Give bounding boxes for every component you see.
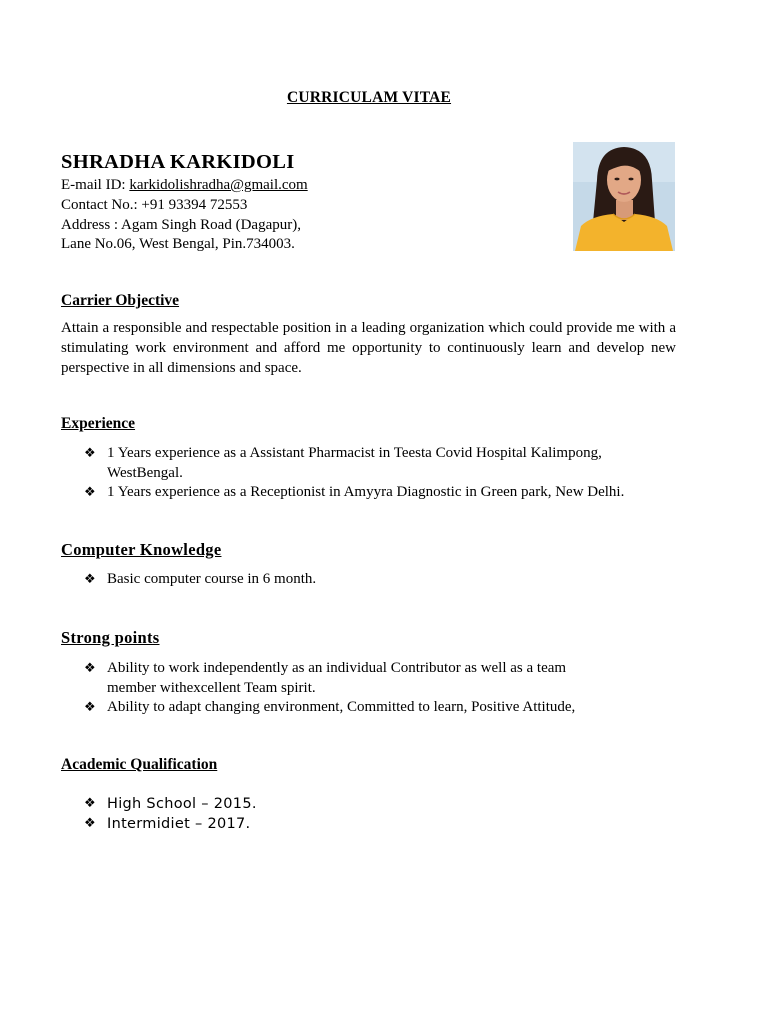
profile-photo-image (573, 142, 675, 251)
list-item-text: Intermidiet – 2017. (107, 816, 251, 832)
diamond-bullet-icon: ❖ (84, 572, 96, 587)
section-heading-experience: Experience (61, 415, 136, 432)
list-item (84, 814, 684, 834)
section-heading-academic: Academic Qualification (61, 756, 218, 773)
diamond-bullet-icon: ❖ (84, 796, 96, 811)
list-item-text: 1 Years experience as a Assistant Pharmacist in Teesta Covid Hospital Kalimpong, (107, 445, 602, 461)
list-item (84, 698, 684, 718)
list-item-text: 1 Years experience as a Receptionist in Amyyra Diagnostic in Green park, New Delhi. (107, 484, 625, 500)
profile-photo (573, 142, 675, 251)
list-item-text: High School – 2015. (107, 796, 257, 812)
candidate-name: SHRADHA KARKIDOLI (61, 151, 295, 173)
address-line-2: Lane No.06, West Bengal, Pin.734003. (61, 236, 295, 253)
list-item (84, 794, 684, 814)
document-title: CURRICULAM VITAE (286, 89, 452, 106)
computer-list (84, 570, 684, 590)
list-item-text: member withexcellent Team spirit. (107, 679, 316, 696)
email-line (61, 176, 308, 196)
list-item-text: Ability to adapt changing environment, Committed to learn, Positive Attitude, (107, 699, 576, 715)
list-item (84, 483, 684, 503)
list-item-text: Basic computer course in 6 month. (107, 571, 317, 587)
strong-points-list (84, 659, 684, 718)
diamond-bullet-icon: ❖ (84, 661, 96, 676)
diamond-bullet-icon: ❖ (84, 700, 96, 715)
section-heading-objective: Carrier Objective (61, 292, 180, 309)
contact-block (61, 176, 308, 255)
address-line-1: Address : Agam Singh Road (Dagapur), (61, 216, 301, 233)
email-label: E-mail ID: (61, 177, 130, 193)
phone-line: Contact No.: +91 93394 72553 (61, 196, 248, 213)
diamond-bullet-icon: ❖ (84, 816, 96, 831)
list-item (84, 444, 684, 483)
section-heading-strong: Strong points (61, 628, 160, 647)
list-item-text: Ability to work independently as an individual Contributor as well as a team (107, 660, 567, 676)
academic-list (84, 794, 684, 834)
diamond-bullet-icon: ❖ (84, 446, 96, 461)
list-item (84, 570, 684, 590)
diamond-bullet-icon: ❖ (84, 485, 96, 500)
list-item (84, 659, 684, 698)
email-link[interactable]: karkidolishradha@gmail.com (129, 177, 308, 193)
experience-list (84, 444, 684, 503)
list-item-text: WestBengal. (107, 464, 183, 481)
section-heading-computer: Computer Knowledge (61, 540, 222, 559)
objective-text: Attain a responsible and respectable position in a leading organization which could provide me with a stimulating work environment and afford me opportunity to continuously learn and develop new perspective in all dimensions and space. (61, 320, 676, 376)
